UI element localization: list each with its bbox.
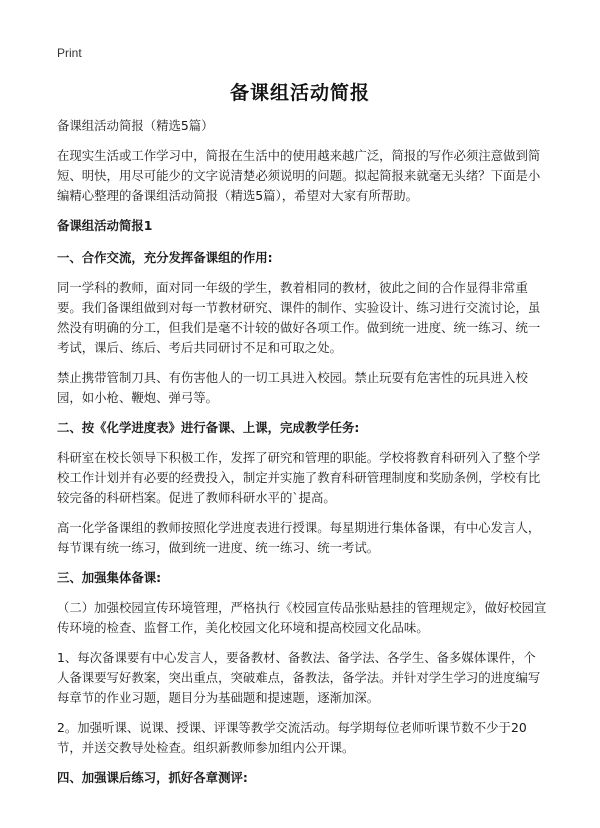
paragraph-ban: 禁止携带管制刀具、有伤害他人的一切工具进入校园。禁止玩耍有危害性的玩具进入校园，如小枪、鞭炮、弹弓等。: [57, 370, 528, 405]
heading-cooperation: 一、合作交流，充分发挥备课组的作用:: [57, 250, 273, 265]
paragraph-research: 科研室在校长领导下积极工作，发挥了研究和管理的职能。学校将教育科研列入了整个学校工作计划并有必要的经费投入，制定并实施了教育科研管理制度和奖励条例，学校有比较完备的科研档案。促进了教师科研水平的`提高。: [57, 450, 541, 505]
document-subtitle: 备课组活动简报（精选5篇）: [57, 118, 214, 133]
print-link[interactable]: Print: [57, 46, 82, 60]
paragraph-item-two: 2。加强听课、说课、授课、评课等教学交流活动。每学期每位老师听课节数不少于20节，并送交教导处检查。组织新教师参加组内公开课。: [57, 720, 527, 755]
section-heading: 备课组活动简报1: [57, 218, 153, 233]
heading-collective: 三、加强集体备课:: [57, 570, 162, 585]
document-body: [57, 116, 547, 798]
paragraph-item-one: 1、每次备课要有中心发言人，要备教材、备教法、备学法、各学生、备多媒体课件，个人备课要写好教案，突出重点，突破难点，备教法，备学法。并针对学生学习的进度编写每章节的作业习题，题目分为基础题和提速题，逐渐加深。: [57, 650, 541, 705]
heading-progress: 二、按《化学进度表》进行备课、上课，完成教学任务:: [57, 420, 360, 435]
paragraph-cooperation: 同一学科的教师，面对同一年级的学生，教着相同的教材，彼此之间的合作显得非常重要。我们备课组做到对每一节教材研究、课件的制作、实验设计、练习进行交流讨论，虽然没有明确的分工，但我们是毫不计较的做好各项工作。做到统一进度、统一练习、统一考试，课后、练后、考后共同研讨不足和可取之处。: [57, 280, 541, 355]
heading-practice: 四、加强课后练习，抓好各章测评:: [57, 770, 248, 785]
paragraph-campus: （二）加强校园宣传环境管理，严格执行《校园宣传品张贴悬挂的管理规定》，做好校园宣传环境的检查、监督工作，美化校园文化环境和提高校园文化品味。: [57, 600, 547, 635]
paragraph-teachers: 高一化学备课组的教师按照化学进度表进行授课。每星期进行集体备课，有中心发言人，每节课有统一练习，做到统一进度、统一练习、统一考试。: [57, 520, 541, 555]
page-title: 备课组活动简报: [229, 82, 370, 104]
intro-paragraph: 在现实生活或工作学习中，简报在生活中的使用越来越广泛，简报的写作必须注意做到简短、明快，用尽可能少的文字说清楚必须说明的问题。拟起简报来就毫无头绪？下面是小编精心整理的备课组活动简报（精选5篇），希望对大家有所帮助。: [57, 148, 541, 203]
